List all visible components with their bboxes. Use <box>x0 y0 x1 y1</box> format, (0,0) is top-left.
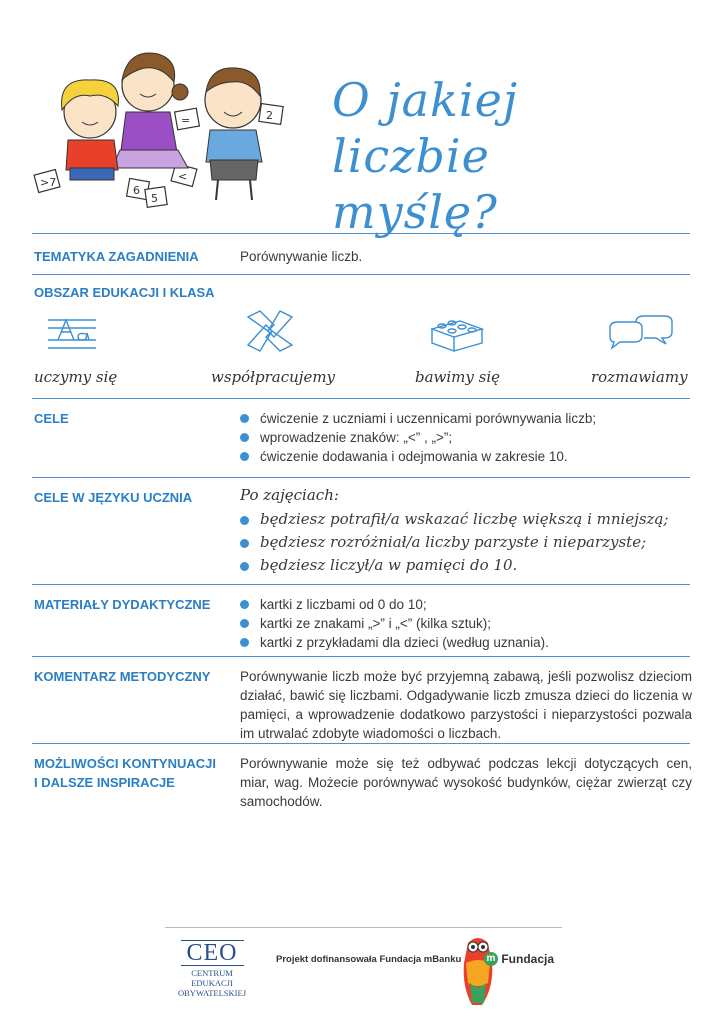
cele-ucznia-intro: Po zajęciach: <box>240 486 339 504</box>
divider <box>32 743 690 744</box>
divider <box>32 398 690 399</box>
list-item: będziesz liczył/a w pamięci do 10. <box>238 554 692 577</box>
mozliwosci-label-line-2: I DALSZE INSPIRACJE <box>34 775 175 790</box>
obszar-label: OBSZAR EDUKACJI I KLASA <box>34 285 215 300</box>
divider <box>32 274 690 275</box>
divider <box>32 477 690 478</box>
mozliwosci-label-line-1: MOŻLIWOŚCI KONTYNUACJI <box>34 756 216 771</box>
title-line-1: O jakiej <box>332 73 519 127</box>
ceo-logo <box>170 940 254 998</box>
svg-text:6: 6 <box>133 184 140 197</box>
footer-divider <box>165 927 562 928</box>
komentarz-text: Porównywanie liczb może być przyjemną zabawą, jeśli pozwolisz dzieciom działać, bawić się liczbami. Odgadywanie liczb zmusza dzieci do liczenia w pamięci, a wprowadzenie dodatkowo parzystości i nieparzystości pozwala im utrwalać zdobyte wiadomości o liczbach. <box>240 669 692 741</box>
divider <box>32 656 690 657</box>
list-item: ćwiczenie dodawania i odejmowania w zakresie 10. <box>238 447 692 466</box>
icon-label-rozmawiamy: rozmawiamy <box>591 368 688 386</box>
list-item: kartki ze znakami „>” i „<” (kilka sztuk); <box>238 614 692 633</box>
mozliwosci-label <box>34 754 216 792</box>
cele-ucznia-list <box>238 508 692 577</box>
cele-label: CELE <box>34 411 69 426</box>
svg-text:5: 5 <box>151 192 158 205</box>
fundacja-logo-m: m <box>484 952 498 966</box>
divider <box>32 584 690 585</box>
speech-bubbles-icon <box>604 314 676 354</box>
svg-text:=: = <box>181 114 191 127</box>
fundacja-logo <box>484 951 554 966</box>
list-item: kartki z liczbami od 0 do 10; <box>238 595 692 614</box>
fundacja-logo-text: Fundacja <box>501 951 555 966</box>
ceo-name-line-2: OBYWATELSKIEJ <box>178 988 246 998</box>
sponsor-text: Projekt dofinansowała Fundacja mBanku <box>276 954 462 965</box>
list-item: ćwiczenie z uczniami i uczennicami porównywania liczb; <box>238 409 692 428</box>
mozliwosci-text: Porównywanie może się też odbywać podczas lekcji dotyczących cen, miar, wag. Możecie porównywać wysokość budynków, ciężar zwierząt czy samochodów. <box>240 756 692 809</box>
komentarz-label: KOMENTARZ METODYCZNY <box>34 669 211 684</box>
icon-label-wspolpracujemy: współpracujemy <box>211 368 336 386</box>
svg-text:<: < <box>178 170 188 183</box>
title-line-2: liczbie myślę? <box>332 129 498 239</box>
list-item: wprowadzenie znaków: „<” , „>”; <box>238 428 692 447</box>
children-illustration <box>28 40 308 210</box>
svg-text:2: 2 <box>266 109 273 122</box>
icon-label-uczymy: uczymy się <box>34 368 118 386</box>
page-title <box>330 72 660 240</box>
materialy-label: MATERIAŁY DYDAKTYCZNE <box>34 597 211 612</box>
list-item: kartki z przykładami dla dzieci (według uznania). <box>238 633 692 652</box>
ceo-name-line-1: CENTRUM EDUKACJI <box>191 968 233 988</box>
ceo-logo-mark: CEO <box>181 940 244 966</box>
icon-label-bawimy: bawimy się <box>415 368 501 386</box>
tematyka-value: Porównywanie liczb. <box>240 249 363 264</box>
cele-ucznia-label: CELE W JĘZYKU UCZNIA <box>34 490 193 505</box>
list-item: będziesz potrafił/a wskazać liczbę większą i mniejszą; <box>238 508 692 531</box>
list-item: będziesz rozróżniał/a liczby parzyste i nieparzyste; <box>238 531 692 554</box>
owl-logo-icon <box>458 933 498 1007</box>
svg-text:>7: >7 <box>40 176 57 189</box>
blocks-icon <box>428 311 486 357</box>
handshake-icon <box>244 307 296 355</box>
writing-lines-icon <box>46 314 98 354</box>
tematyka-label: TEMATYKA ZAGADNIENIA <box>34 249 199 264</box>
cele-list <box>238 409 692 466</box>
materialy-list <box>238 595 692 652</box>
divider <box>32 233 690 234</box>
